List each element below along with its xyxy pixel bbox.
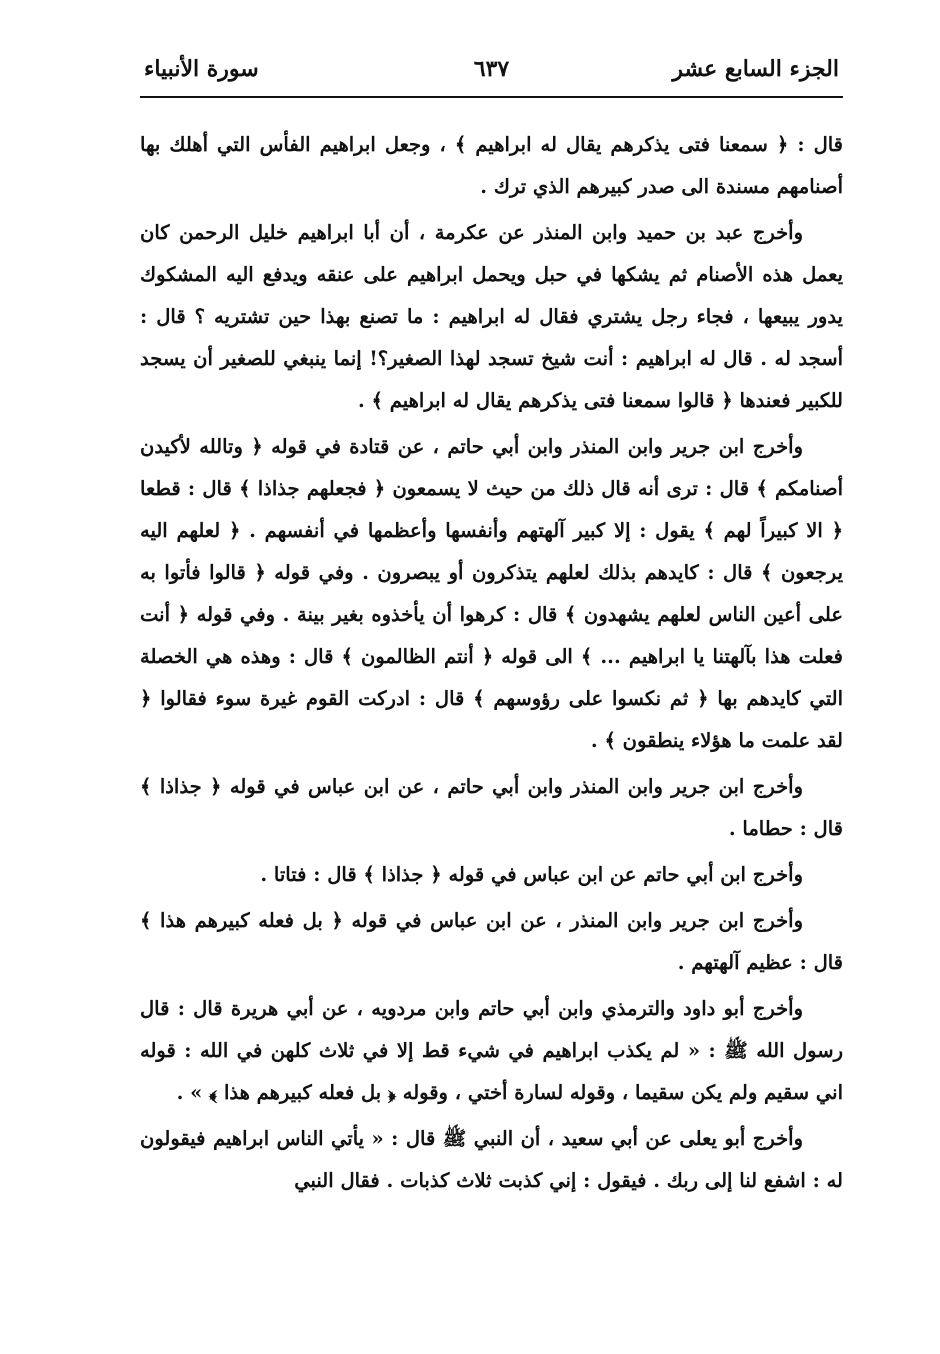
paragraph-3: وأخرج ابن جرير وابن المنذر وابن أبي حاتم ، عن قتادة في قوله ﴿ وتالله لأكيدن أصنامكم ﴾ قال : ترى أنه قال ذلك من حيث لا يسمعون ﴿ فجعلهم جذاذا ﴾ قال : قطعا ﴿ الا كبيراً لهم ﴾ يقول : إلا كبير آلهتهم وأنفسها وأعظمها في أنفسهم . ﴿ لعلهم اليه يرجعون ﴾ قال : كايدهم بذلك لعلهم يتذكرون أو يبصرون . وفي قوله ﴿ قالوا فأتوا به على أعين الناس لعلهم يشهدون ﴾ قال : كرهوا أن يأخذوه بغير بينة . وفي قوله ﴿ أنت فعلت هذا بآلهتنا يا ابراهيم ... ﴾ الى قوله ﴿ أنتم الظالمون ﴾ قال : وهذه هي الخصلة التي كايدهم بها ﴿ ثم نكسوا على رؤوسهم ﴾ قال : ادركت القوم غيرة سوء فقالوا ﴿ لقد علمت ما هؤلاء ينطقون ﴾ .: [140, 435, 843, 752]
paragraph-1: قال : ﴿ سمعنا فتى يذكرهم يقال له ابراهيم ﴾ ، وجعل ابراهيم الفأس التي أهلك بها أصنامهم مسندة الى صدر كبيرهم الذي ترك .: [140, 133, 843, 198]
header-surah-title: سورة الأنبياء: [144, 56, 259, 82]
page-number: ٦٣٧: [473, 56, 510, 82]
page-header: [140, 52, 843, 92]
header-divider: [140, 96, 843, 98]
paragraph-5: وأخرج ابن أبي حاتم عن ابن عباس في قوله ﴿ جذاذا ﴾ قال : فتاتا .: [260, 863, 803, 886]
paragraph-7: وأخرج أبو داود والترمذي وابن أبي حاتم وابن مردويه ، عن أبي هريرة قال : قال رسول الله ﷺ : « لم يكذب ابراهيم في شيء قط إلا في ثلاث كلهن في الله : قوله اني سقيم ولم يكن سقيما ، وقوله لسارة أختي ، وقوله ﴿ بل فعله كبيرهم هذا ﴾ » .: [140, 997, 843, 1104]
body-text: [140, 124, 843, 1294]
paragraph-4: وأخرج ابن جرير وابن المنذر وابن أبي حاتم ، عن ابن عباس في قوله ﴿ جذاذا ﴾ قال : حطاما .: [140, 775, 843, 840]
header-part-title: الجزء السابع عشر: [672, 56, 839, 82]
paragraph-2: وأخرج عبد بن حميد وابن المنذر عن عكرمة ، أن أبا ابراهيم خليل الرحمن كان يعمل هذه الأصنام ثم يشكها في حبل ويحمل ابراهيم على عنقه ويدفع اليه المشكوك يدور يبيعها ، فجاء رجل يشتري فقال له ابراهيم : ما تصنع بهذا حين تشتريه ؟ قال : أسجد له . قال له ابراهيم : أنت شيخ تسجد لهذا الصغير؟! إنما ينبغي للصغير أن يسجد للكبير فعندها ﴿ قالوا سمعنا فتى يذكرهم يقال له ابراهيم ﴾ .: [140, 221, 843, 412]
paragraph-6: وأخرج ابن جرير وابن المنذر ، عن ابن عباس في قوله ﴿ بل فعله كبيرهم هذا ﴾ قال : عظيم آلهتهم .: [140, 909, 843, 974]
paragraph-8: وأخرج أبو يعلى عن أبي سعيد ، أن النبي ﷺ قال : « يأتي الناس ابراهيم فيقولون له : اشفع لنا إلى ربك . فيقول : إني كذبت ثلاث كذبات . فقال النبي: [140, 1127, 843, 1192]
